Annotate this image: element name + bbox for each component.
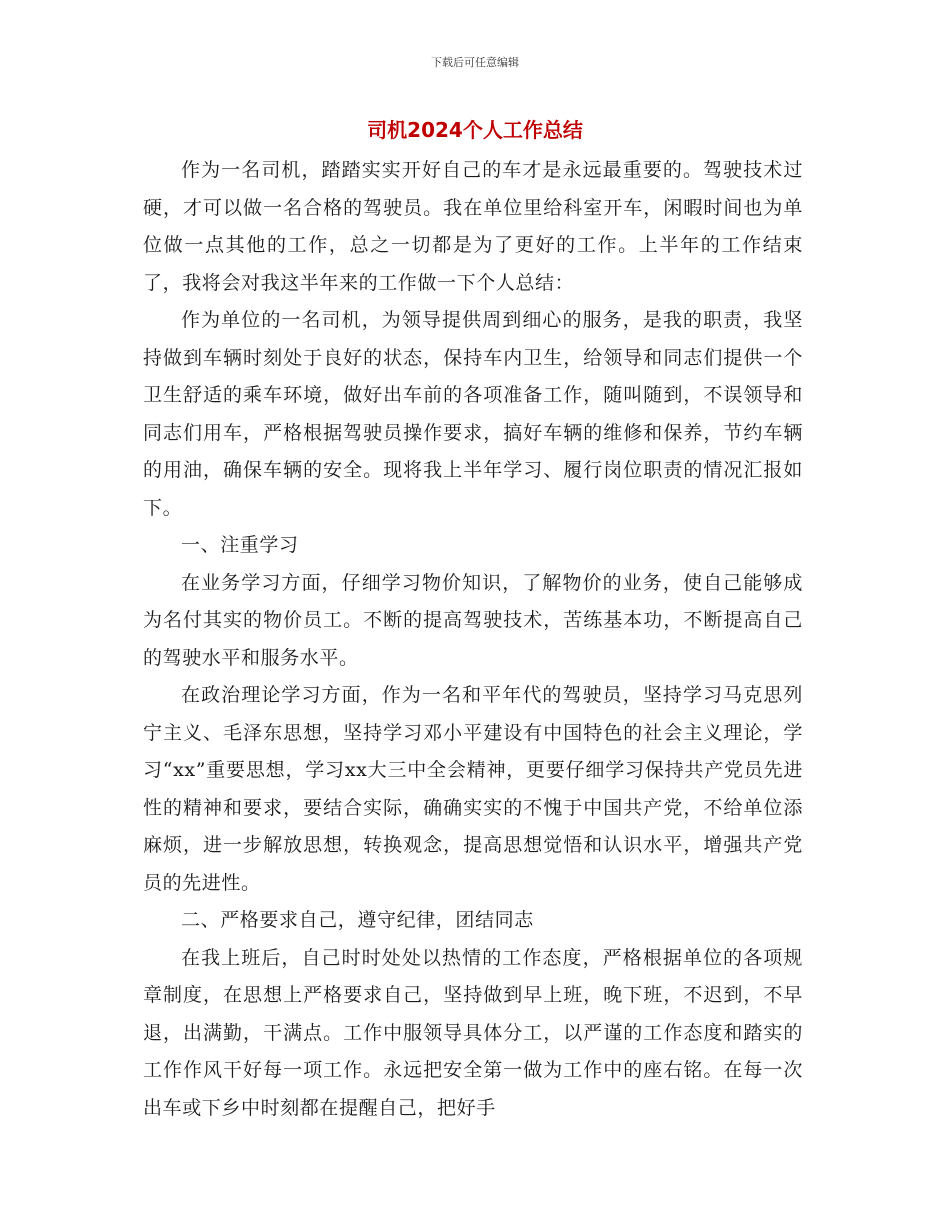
paragraph-intro: 作为一名司机，踏踏实实开好自己的车才是永远最重要的。驾驶技术过硬，才可以做一名合格的驾驶员。我在单位里给科室开车，闲暇时间也为单位做一点其他的工作，总之一切都是为了更好的工作。上半年的工作结束了，我将会对我这半年来的工作做一下个人总结： — [143, 159, 803, 294]
document-title: 司机2024个人工作总结 — [367, 118, 583, 142]
section-heading-discipline: 二、严格要求自己，遵守纪律，团结同志 — [181, 909, 534, 931]
paragraph-business-learning: 在业务学习方面，仔细学习物价知识，了解物价的业务，使自己能够成为名付其实的物价员工。不断的提高驾驶技术，苦练基本功，不断提高自己的驾驶水平和服务水平。 — [143, 571, 803, 669]
paragraph-political-learning: 在政治理论学习方面，作为一名和平年代的驾驶员，坚持学习马克思列宁主义、毛泽东思想，坚持学习邓小平建设有中国特色的社会主义理论，学习“xx”重要思想，学习xx大三中全会精神，更要仔细学习保持共产党员先进性的精神和要求，要结合实际，确确实实的不愧于中国共产党，不给单位添麻烦，进一步解放思想，转换观念，提高思想觉悟和认识水平，增强共产党员的先进性。 — [143, 684, 803, 894]
paragraph-duties: 作为单位的一名司机，为领导提供周到细心的服务，是我的职责，我坚持做到车辆时刻处于良好的状态，保持车内卫生，给领导和同志们提供一个卫生舒适的乘车环境，做好出车前的各项准备工作，随叫随到，不误领导和同志们用车，严格根据驾驶员操作要求，搞好车辆的维修和保养，节约车辆的用油，确保车辆的安全。现将我上半年学习、履行岗位职责的情况汇报如下。 — [143, 309, 803, 519]
header-note: 下载后可任意编辑 — [431, 56, 519, 69]
document-body — [143, 152, 803, 1127]
paragraph-work-attitude: 在我上班后，自己时时处处以热情的工作态度，严格根据单位的各项规章制度，在思想上严格要求自己，坚持做到早上班，晚下班，不迟到，不早退，出满勤，干满点。工作中服领导具体分工，以严谨的工作态度和踏实的工作作风干好每一项工作。永远把安全第一做为工作中的座右铭。在每一次出车或下乡中时刻都在提醒自己，把好手 — [143, 946, 803, 1119]
section-heading-learning: 一、注重学习 — [181, 534, 299, 556]
